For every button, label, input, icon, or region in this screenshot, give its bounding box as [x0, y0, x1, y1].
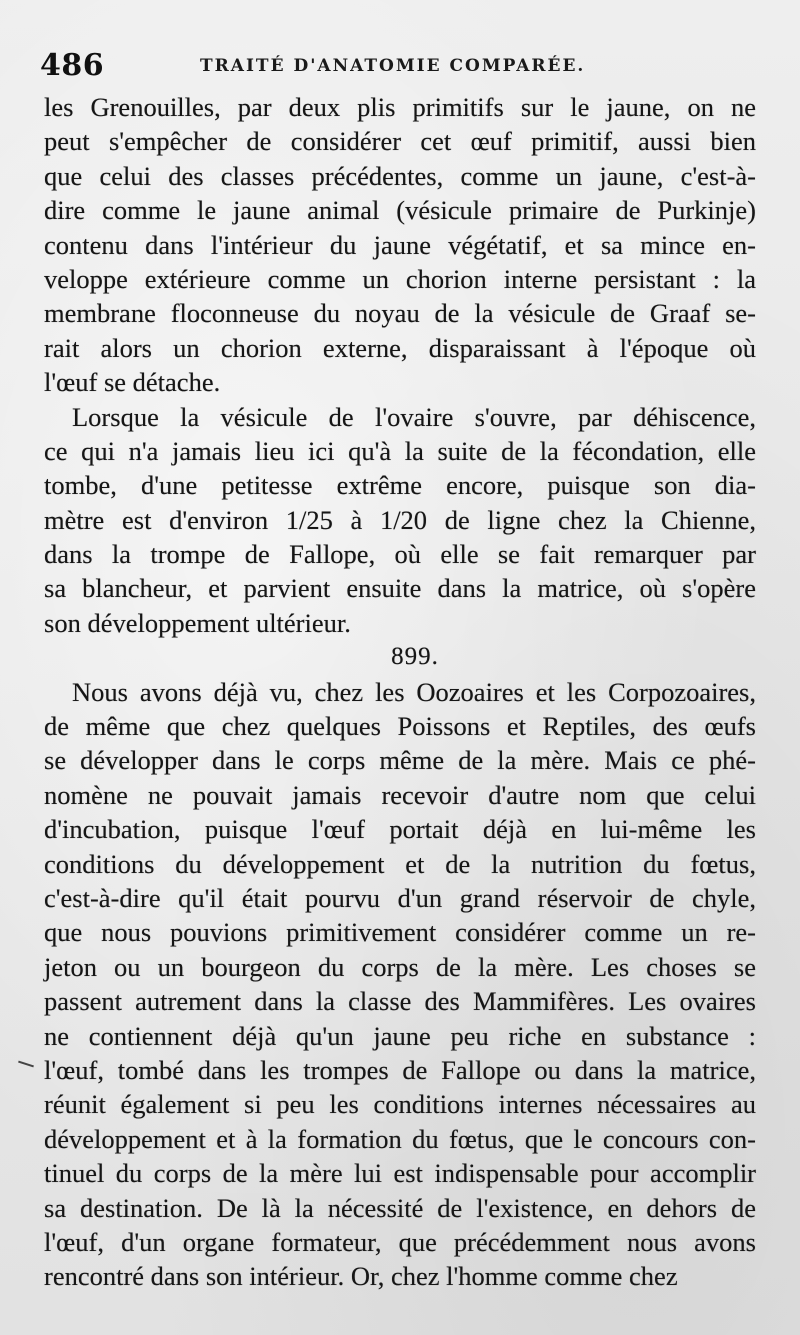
- text-line: rait alors un chorion externe, disparaissant à l'époque où: [44, 332, 756, 363]
- text-line: l'œuf, d'un organe formateur, que précédemment nous avons: [44, 1226, 756, 1257]
- text-line: Lorsque la vésicule de l'ovaire s'ouvre, par déhiscence,: [72, 401, 756, 432]
- text-line: les Grenouilles, par deux plis primitifs sur le jaune, on ne: [44, 92, 756, 122]
- text-line: sa destination. De là la nécessité de l'existence, en dehors de: [44, 1192, 756, 1223]
- text-line: passent autrement dans la classe des Mammifères. Les ovaires: [44, 986, 756, 1017]
- text-line: peut s'empêcher de considérer cet œuf primitif, aussi bien: [44, 126, 756, 157]
- text-line: jeton ou un bourgeon du corps de la mère. Les choses se: [44, 951, 756, 982]
- text-line: Nous avons déjà vu, chez les Oozoaires et les Corpozoaires,: [72, 676, 756, 707]
- text-line: d'incubation, puisque l'œuf portait déjà en lui-même les: [44, 814, 756, 845]
- text-line: membrane floconneuse du noyau de la vésicule de Graaf se-: [44, 298, 756, 329]
- text-line: dans la trompe de Fallope, où elle se fait remarquer par: [44, 539, 756, 570]
- page-header: [40, 46, 748, 86]
- text-line: se développer dans le corps même de la mère. Mais ce phé-: [44, 745, 756, 776]
- page-number: 486: [40, 48, 105, 83]
- text-line: veloppe extérieure comme un chorion interne persistant : la: [44, 263, 756, 294]
- paragraph-3: [44, 675, 756, 1294]
- paragraph-2: [44, 400, 756, 641]
- text-line: tinuel du corps de la mère lui est indispensable pour accomplir: [44, 1158, 756, 1189]
- text-line: dire comme le jaune animal (vésicule primaire de Purkinje): [44, 195, 756, 226]
- text-line: c'est-à-dire qu'il était pourvu d'un grand réservoir de chyle,: [44, 882, 756, 913]
- text-line: ce qui n'a jamais lieu ici qu'à la suite de la fécondation, elle: [44, 435, 756, 466]
- running-title: TRAITÉ D'ANATOMIE COMPARÉE.: [200, 56, 586, 76]
- text-line: contenu dans l'intérieur du jaune végétatif, et sa mince en-: [44, 229, 756, 260]
- text-line: son développement ultérieur.: [44, 607, 351, 638]
- text-line: de même que chez quelques Poissons et Reptiles, des œufs: [44, 711, 756, 742]
- text-line: sa blancheur, et parvient ensuite dans la matrice, où s'opère: [44, 573, 756, 604]
- text-line: l'œuf se détache.: [44, 367, 221, 398]
- text-line: que nous pouvions primitivement considérer comme un re-: [44, 917, 756, 948]
- text-line: tombe, d'une petitesse extrême encore, puisque son dia-: [44, 470, 756, 501]
- text-line: ne contiennent déjà qu'un jaune peu riche en substance :: [44, 1020, 756, 1051]
- text-line: nomène ne pouvait jamais recevoir d'autre nom que celui: [44, 779, 756, 810]
- body-text: [44, 90, 756, 1294]
- text-line: mètre est d'environ 1/25 à 1/20 de ligne chez la Chienne,: [44, 504, 756, 535]
- text-line: réunit également si peu les conditions internes nécessaires au: [44, 1089, 756, 1120]
- text-line: conditions du développement et de la nutrition du fœtus,: [44, 848, 756, 879]
- section-number: 899.: [391, 643, 439, 671]
- paragraph-1: [44, 90, 756, 400]
- text-line: développement et à la formation du fœtus, que le concours con-: [44, 1123, 756, 1154]
- text-line: l'œuf, tombé dans les trompes de Fallope ou dans la matrice,: [44, 1054, 756, 1085]
- margin-mark: [18, 1061, 34, 1068]
- text-line: que celui des classes précédentes, comme un jaune, c'est-à-: [44, 160, 756, 191]
- text-line: rencontré dans son intérieur. Or, chez l'homme comme chez: [44, 1261, 678, 1292]
